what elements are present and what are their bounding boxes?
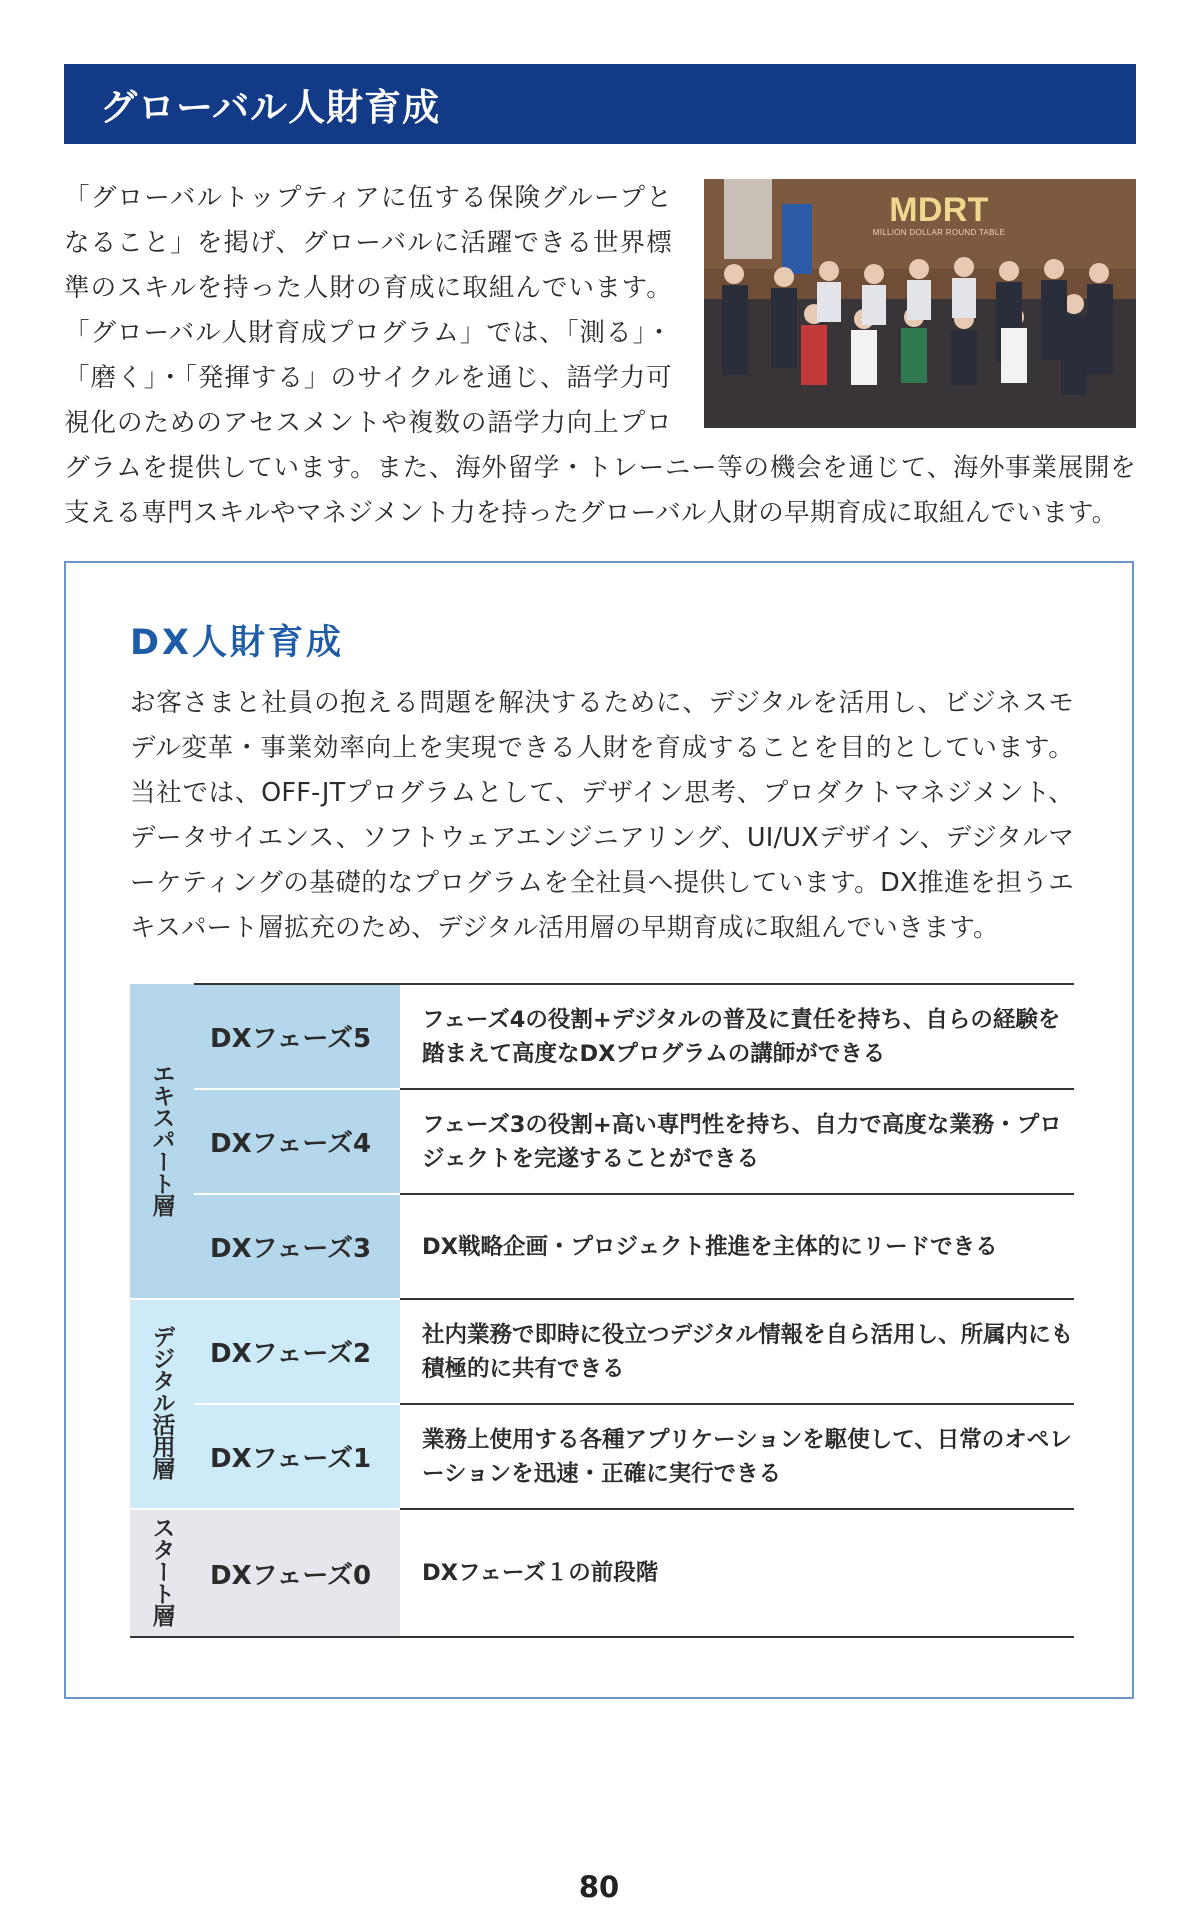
global-section xyxy=(64,176,1136,536)
phase-description: 業務上使用する各種アプリケーションを駆使して、日常のオペレーションを迅速・正確に実行できる xyxy=(400,1404,1074,1509)
phase-name: DXフェーズ0 xyxy=(194,1509,400,1637)
phase-row xyxy=(130,1194,1074,1299)
phase-name: DXフェーズ1 xyxy=(194,1404,400,1509)
global-section-paragraph: 「グローバルトップティアに伍する保険グループとなること」を掲げ、グローバルに活躍できる世界標準のスキルを持った人財の育成に取組んでいます。「グローバル人財育成プログラム」では、「測る」・「磨く」・「発揮する」のサイクルを通じ、語学力可視化のためのアセスメントや複数の語学力向上プログラムを提供しています。また、海外留学・トレーニー等の機会を通じて、海外事業展開を支える専門スキルやマネジメント力を持ったグローバル人財の早期育成に取組んでいます。 xyxy=(64,183,1136,528)
phase-row xyxy=(130,1299,1074,1404)
photo-sign-subtext: MILLION DOLLAR ROUND TABLE xyxy=(872,228,1006,237)
group-cell-expert xyxy=(130,984,194,1299)
dx-phase-table xyxy=(130,983,1074,1638)
phase-row xyxy=(130,1509,1074,1637)
page-number: 80 xyxy=(578,1870,620,1904)
phase-description: 社内業務で即時に役立つデジタル情報を自ら活用し、所属内にも積極的に共有できる xyxy=(400,1299,1074,1404)
phase-row xyxy=(130,1404,1074,1509)
phase-description: DX戦略企画・プロジェクト推進を主体的にリードできる xyxy=(400,1194,1074,1299)
group-label: デジタル活用層 xyxy=(148,1325,175,1479)
section-header-bar xyxy=(64,64,1136,144)
group-label: エキスパート層 xyxy=(148,1062,175,1216)
phase-description: フェーズ4の役割+デジタルの普及に責任を持ち、自らの経験を踏まえて高度なDXプログラムの講師ができる xyxy=(400,984,1074,1089)
group-label: スタート層 xyxy=(148,1516,175,1626)
photo-sign-text: MDRT xyxy=(889,191,989,229)
dx-section-description: お客さまと社員の抱える問題を解決するために、デジタルを活用し、ビジネスモデル変革・事業効率向上を実現できる人財を育成することを目的としています。当社では、OFF-JTプログラムとして、デザイン思考、プロダクトマネジメント、データサイエンス、ソフトウェアエンジニアリング、UI/UXデザイン、デジタルマーケティングの基礎的なプログラムを全社員へ提供しています。DX推進を担うエキスパート層拡充のため、デジタル活用層の早期育成に取組んでいきます。 xyxy=(130,688,1074,943)
phase-row xyxy=(130,1089,1074,1194)
phase-description: フェーズ3の役割+高い専門性を持ち、自力で高度な業務・プロジェクトを完遂することができる xyxy=(400,1089,1074,1194)
group-photo xyxy=(704,179,1136,428)
phase-description: DXフェーズ１の前段階 xyxy=(400,1509,1074,1637)
phase-name: DXフェーズ2 xyxy=(194,1299,400,1404)
dx-section-box xyxy=(64,561,1134,1699)
group-cell-start xyxy=(130,1509,194,1637)
section-title: グローバル人財育成 xyxy=(100,86,441,129)
dx-section-title: DX人財育成 xyxy=(130,623,345,663)
phase-name: DXフェーズ5 xyxy=(194,984,400,1089)
group-cell-digital xyxy=(130,1299,194,1509)
phase-row xyxy=(130,984,1074,1089)
phase-name: DXフェーズ3 xyxy=(194,1194,400,1299)
phase-name: DXフェーズ4 xyxy=(194,1089,400,1194)
group-photo-illustration xyxy=(704,179,1136,428)
